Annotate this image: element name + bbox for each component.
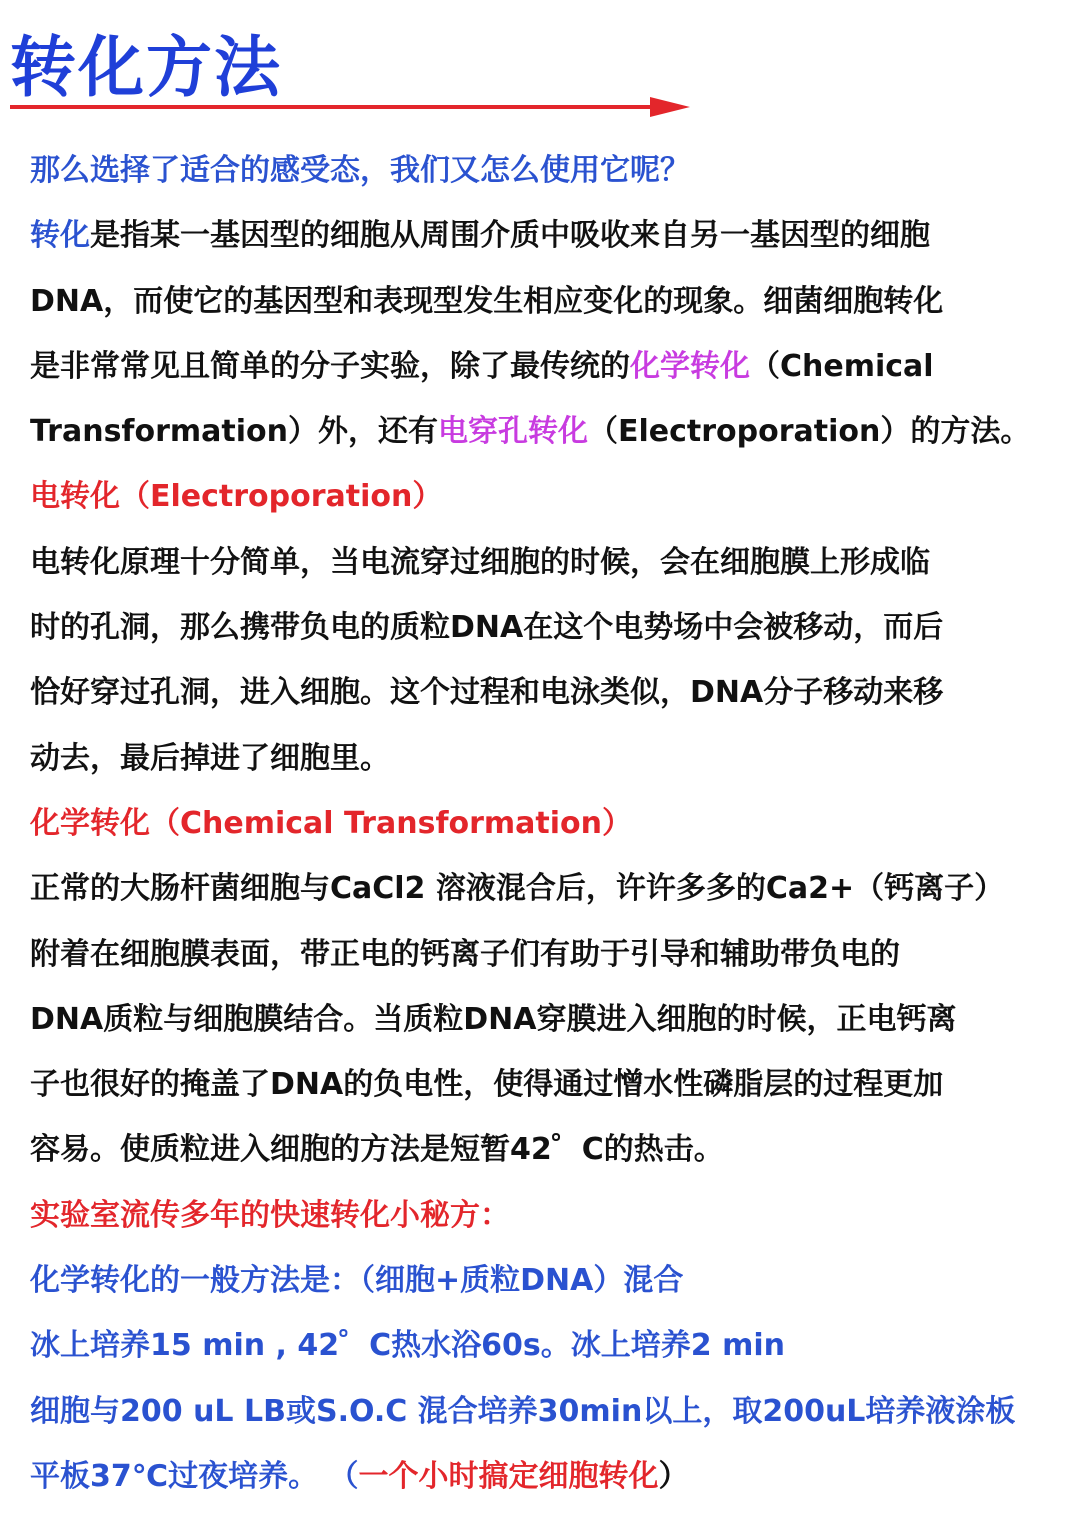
arrow-shape xyxy=(10,97,690,117)
electro-line-1: 电转化原理十分简单，当电流穿过细胞的时候，会在细胞膜上形成临 xyxy=(30,544,930,580)
electro-line-2: 时的孔洞，那么携带负电的质粒DNA在这个电势场中会被移动，而后 xyxy=(30,610,944,646)
title-underline-arrow xyxy=(10,96,690,118)
tips-line-4 xyxy=(30,1444,1070,1509)
intro-text: （Electroporation）的方法。 xyxy=(587,414,1031,450)
chemical-heading: 化学转化（Chemical Transformation） xyxy=(30,805,632,841)
tips-text: 平板37℃过夜培养。 （ xyxy=(30,1458,359,1494)
intro-text: 是指某一基因型的细胞从周围介质中吸收来自另一基因型的细胞 xyxy=(90,218,930,254)
tips-line-2: 冰上培养15 min , 42゜C热水浴60s。冰上培养2 min xyxy=(30,1328,785,1364)
tips-highlight: 一个小时搞定细胞转化 xyxy=(358,1458,659,1494)
tips-text: ） xyxy=(658,1458,689,1494)
intro-paragraph-line-1 xyxy=(30,203,1070,268)
electro-line-3: 恰好穿过孔洞，进入细胞。这个过程和电泳类似，DNA分子移动来移 xyxy=(30,675,944,711)
intro-paragraph-line-4 xyxy=(30,399,1070,464)
electro-heading: 电转化（Electroporation） xyxy=(30,479,443,515)
intro-paragraph-line-3 xyxy=(30,334,1070,399)
chemical-line-3: DNA质粒与细胞膜结合。当质粒DNA穿膜进入细胞的时候，正电钙离 xyxy=(30,1001,957,1037)
term-transformation: 转化 xyxy=(30,218,90,254)
chemical-line-1: 正常的大肠杆菌细胞与CaCl2 溶液混合后，许许多多的Ca2+（钙离子） xyxy=(30,871,1005,907)
tips-heading: 实验室流传多年的快速转化小秘方： xyxy=(30,1197,510,1233)
tips-line-1: 化学转化的一般方法是：（细胞+质粒DNA）混合 xyxy=(30,1263,684,1299)
intro-question: 那么选择了适合的感受态，我们又怎么使用它呢？ xyxy=(30,153,690,188)
chemical-line-4: 子也很好的掩盖了DNA的负电性，使得通过憎水性磷脂层的过程更加 xyxy=(30,1067,944,1103)
tips-line-3: 细胞与200 uL LB或S.O.C 混合培养30min以上，取200uL培养液涂板 xyxy=(30,1393,1016,1429)
intro-paragraph-line-2: DNA，而使它的基因型和表现型发生相应变化的现象。细菌细胞转化 xyxy=(30,283,944,319)
electro-line-4: 动去，最后掉进了细胞里。 xyxy=(30,740,390,776)
intro-text: （Chemical xyxy=(750,348,934,384)
intro-text: 是非常常见且简单的分子实验，除了最传统的 xyxy=(30,348,630,384)
intro-text: Transformation）外，还有 xyxy=(30,414,438,450)
article-body xyxy=(30,138,1070,1509)
chemical-line-5: 容易。使质粒进入细胞的方法是短暂42゜C的热击。 xyxy=(30,1132,724,1168)
chemical-line-2: 附着在细胞膜表面，带正电的钙离子们有助于引导和辅助带负电的 xyxy=(30,936,900,972)
term-electroporation: 电穿孔转化 xyxy=(437,414,588,450)
term-chemical-transformation: 化学转化 xyxy=(630,348,750,384)
page-title: 转化方法 xyxy=(10,29,282,106)
